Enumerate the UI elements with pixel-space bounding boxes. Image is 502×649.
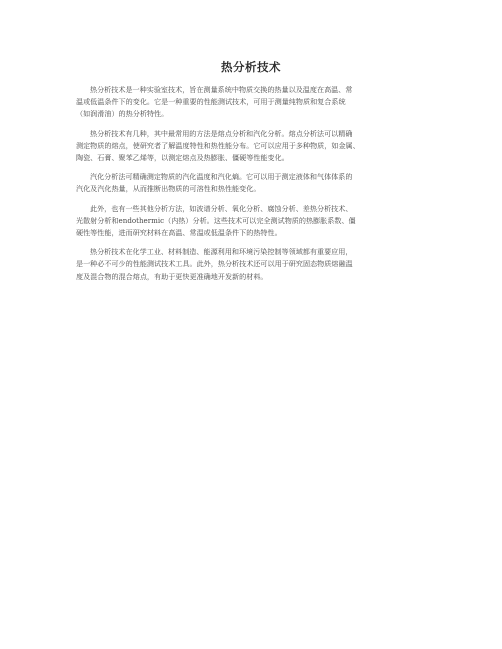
paragraph-line: 测定物质的熔点，使研究者了解温度特性和热性能分布。它可以应用于多种物质，如金属、 xyxy=(76,140,360,150)
paragraph-line: 度及混合物的混合熔点，有助于更快更准确地开发新的材料。 xyxy=(76,271,268,281)
paragraph-line: 硬性等性能，进而研究材料在高温、常温或低温条件下的热特性。 xyxy=(76,228,282,238)
paragraph-2 xyxy=(76,128,421,165)
paragraph-line: 是一种必不可少的性能测试技术工具。此外，热分析技术还可以用于研究固态物质熔融温 xyxy=(76,259,353,269)
paragraph-4 xyxy=(76,203,421,240)
paragraph-line: 汽化及汽化热量，从而推断出物质的可溶性和热性能变化。 xyxy=(76,184,261,194)
paragraph-line: （如润滑油）的热分析特性。 xyxy=(76,109,169,119)
paragraph-line: 热分析技术在化学工业、材料制造、能源利用和环境污染控制等领域都有重要应用， xyxy=(90,247,353,257)
document-body xyxy=(76,84,421,290)
paragraph-line: 陶瓷、石膏、聚苯乙烯等，以测定熔点及热膨胀、僵硬等性能变化。 xyxy=(76,153,289,163)
paragraph-line: 汽化分析法可精确测定物质的汽化温度和汽化熵。它可以用于测定液体和气体体系的 xyxy=(90,172,353,182)
paragraph-line: 热分析技术是一种实验室技术，旨在测量系统中物质交换的热量以及温度在高温、常 xyxy=(90,85,353,94)
paragraph-5 xyxy=(76,246,421,283)
document-title: 热分析技术 xyxy=(221,60,281,74)
paragraph-line: 温或低温条件下的变化。它是一种重要的性能测试技术，可用于测量纯物质和复合系统 xyxy=(76,97,346,107)
paragraph-line: 此外，也有一些其他分析方法，如波谱分析、氧化分析、腐蚀分析、差热分析技术、 xyxy=(90,203,353,213)
paragraph-line: 光散射分析和endothermic（内热）分析。这些技术可以完全测试物质的热膨胀系数、僵 xyxy=(76,215,356,225)
paragraph-3 xyxy=(76,171,421,195)
paragraph-1 xyxy=(76,84,421,121)
paragraph-line: 热分析技术有几种，其中最常用的方法是熔点分析和汽化分析。熔点分析法可以精确 xyxy=(90,128,353,138)
